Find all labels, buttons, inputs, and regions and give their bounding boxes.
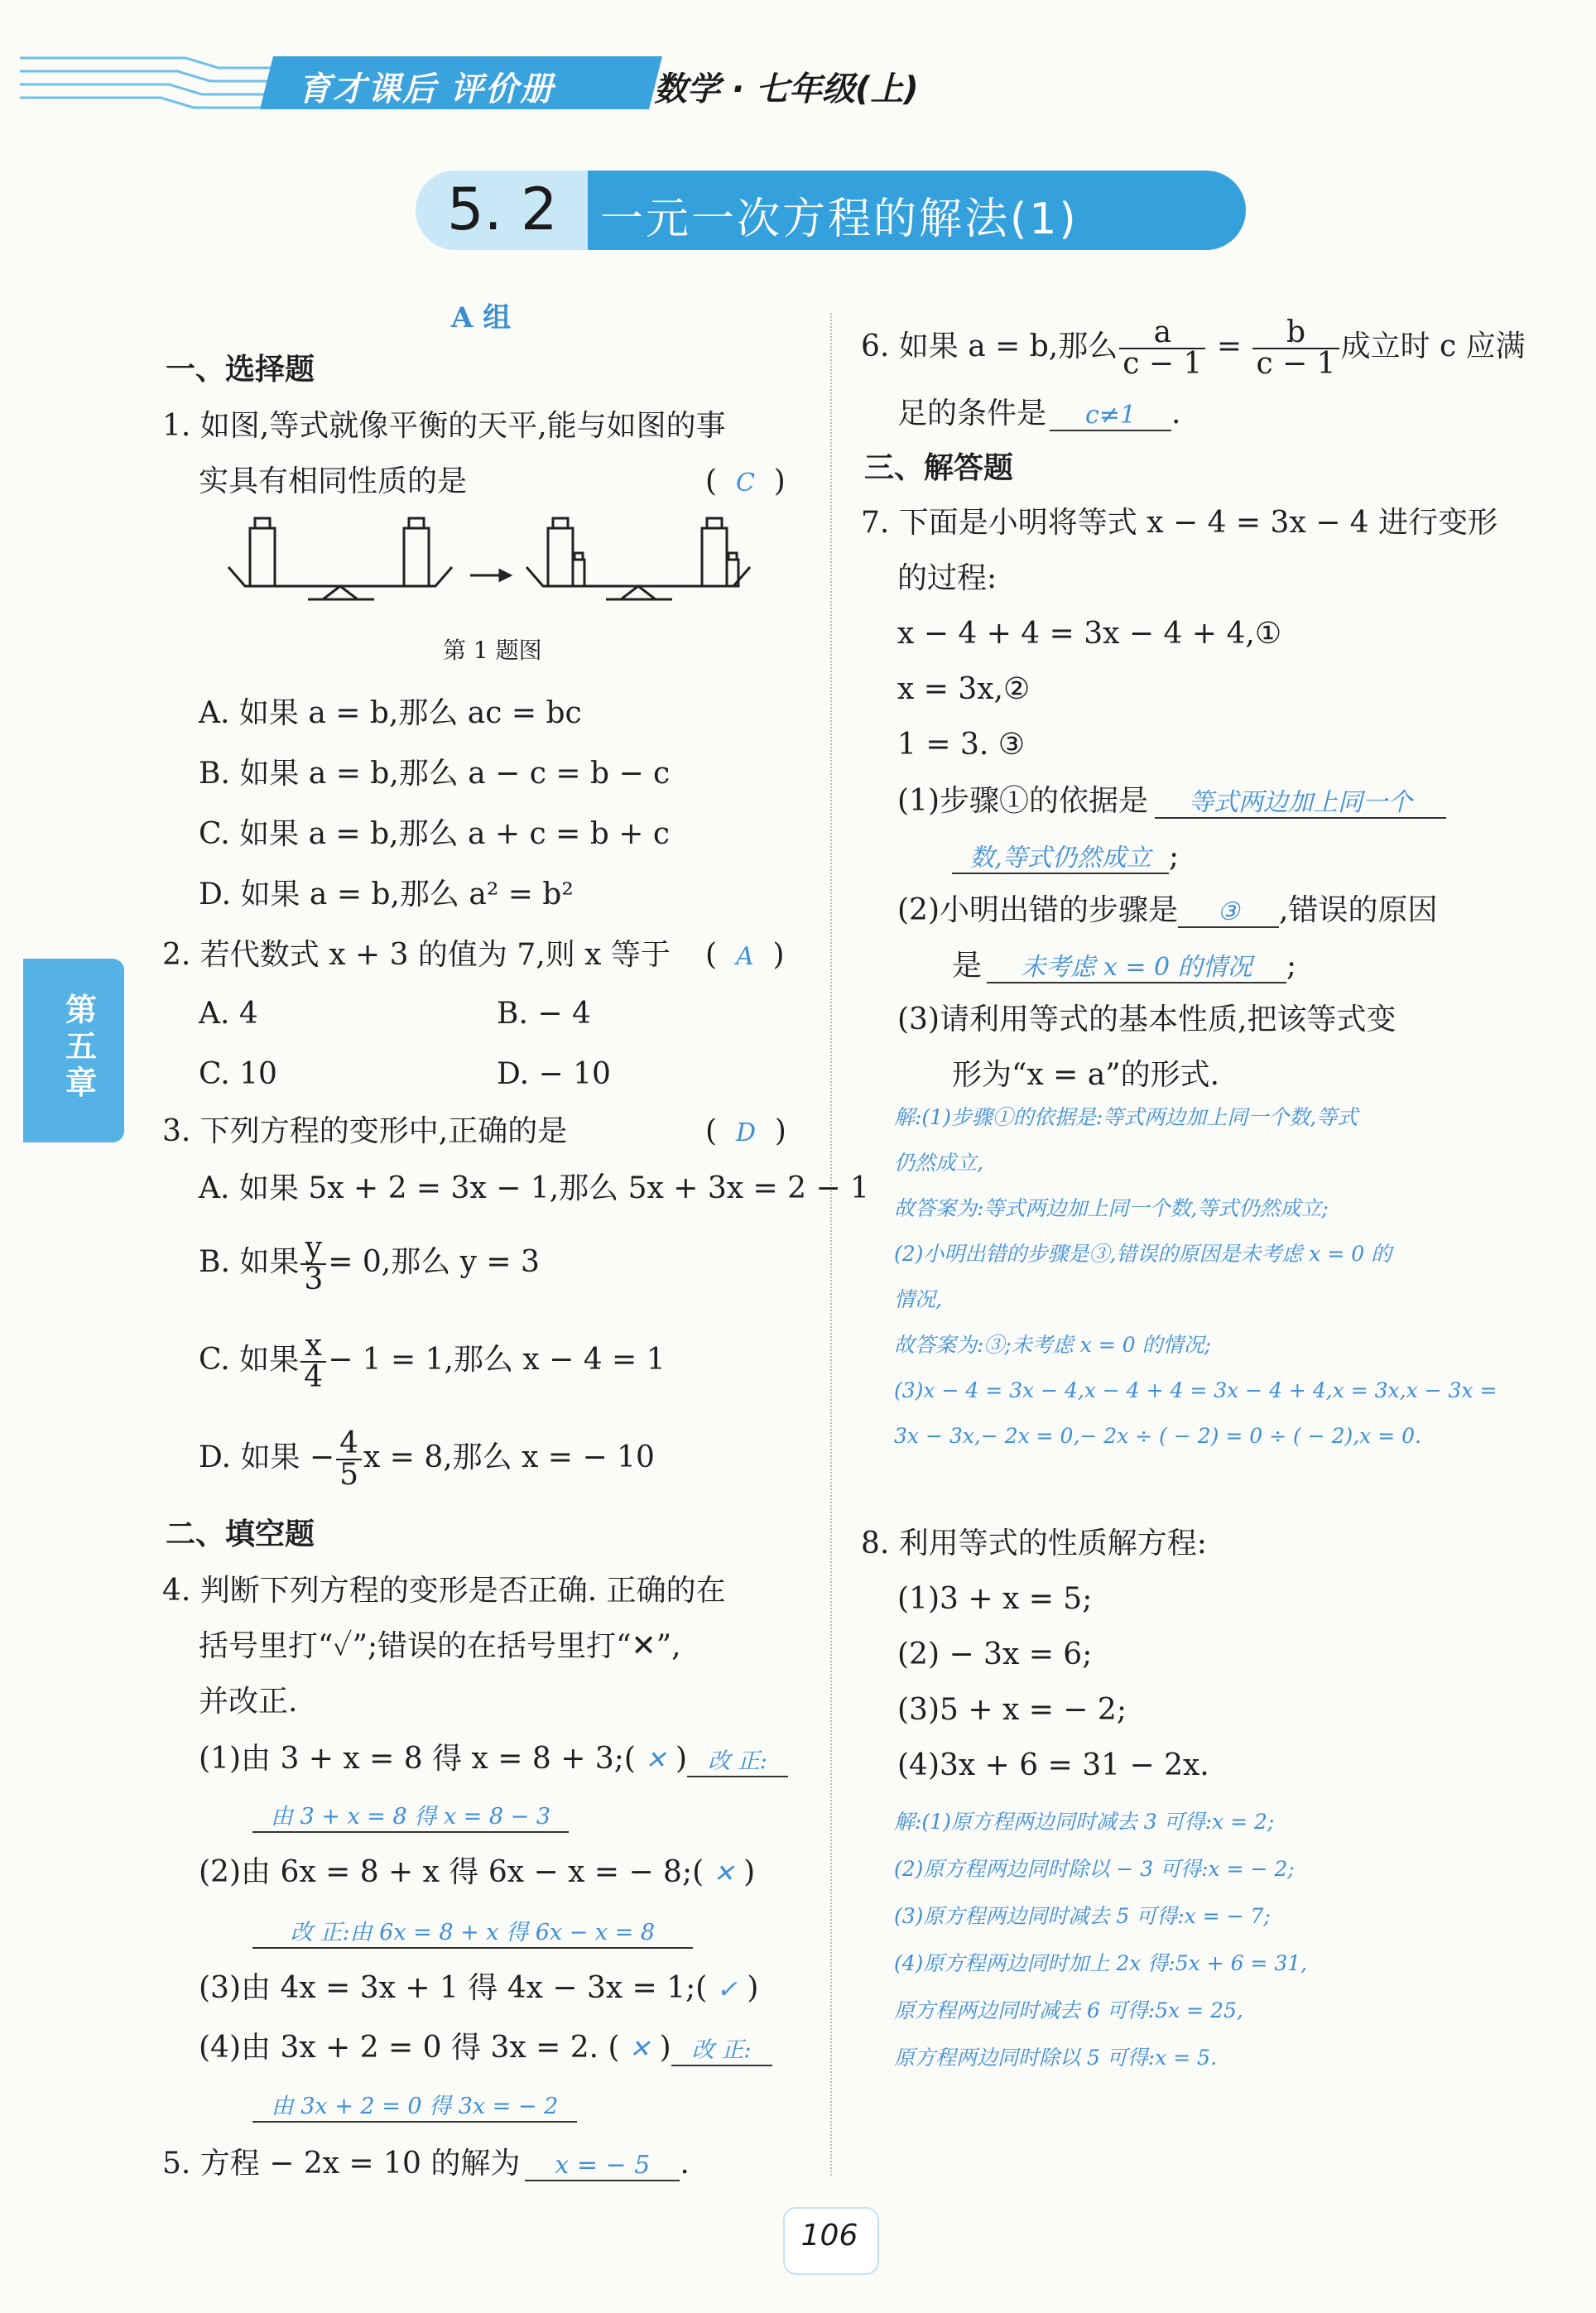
column-divider <box>830 313 832 2176</box>
q3-stem: 3. 下列方程的变形中,正确的是 <box>162 1114 568 1148</box>
chapter-label: 第五章 <box>65 992 97 1101</box>
q4-item1-text: (1)由 3 + x = 8 得 x = 8 + 3;( <box>199 1742 636 1776</box>
q3-d-denominator: 5 <box>339 1458 358 1492</box>
q3-b-fraction <box>300 1233 326 1295</box>
q4-item1-mark: ✕ <box>645 1746 666 1775</box>
q4-item3-text: (3)由 4x = 3x + 1 得 4x − 3x = 1;( <box>199 1971 708 2005</box>
q7-part2-answer2: 未考虑 x = 0 的情况 <box>987 954 1286 983</box>
q8-solution-line: 原方程两边同时减去 6 可得:5x = 25, <box>894 1998 1243 2022</box>
q7-solution-line: (3)x − 4 = 3x − 4,x − 4 + 4 = 3x − 4 + 4,x = 3x,x − 3x = <box>894 1378 1497 1402</box>
q8-eq2: (2) − 3x = 6; <box>897 1637 1093 1671</box>
q7-part2-text: (2)小明出错的步骤是 <box>897 893 1178 927</box>
q6-fraction-left <box>1119 315 1205 381</box>
q7-part1-answer-a: 等式两边加上同一个 <box>1155 789 1446 819</box>
q7-step2: x = 3x,② <box>897 672 1031 706</box>
q3-d-prefix: D. 如果 − <box>199 1440 335 1474</box>
q7-solution-line: 故答案为:③;未考虑 x = 0 的情况; <box>894 1333 1212 1357</box>
q4-item2-fix-line <box>252 1912 693 1949</box>
q7-part3-line2: 形为“x = a”的形式. <box>952 1058 1220 1092</box>
q6-num-right: b <box>1252 318 1339 349</box>
section-title: 一元一次方程的解法(1) <box>600 195 1079 244</box>
q4-item2-text: (2)由 6x = 8 + x 得 6x − x = − 8;( <box>199 1855 704 1889</box>
q4-item4-fix-b: 由 3x + 2 = 0 得 3x = − 2 <box>252 2093 577 2123</box>
q3-c-fraction <box>300 1331 326 1392</box>
q5-answer: x = − 5 <box>525 2152 680 2181</box>
q4-item1-fix-b: 由 3 + x = 8 得 x = 8 − 3 <box>252 1803 569 1833</box>
q2-stem: 2. 若代数式 x + 3 的值为 7,则 x 等于 <box>162 938 671 972</box>
q4-item1-fix-a: 改 正: <box>687 1748 788 1777</box>
header-decor-lines <box>20 50 293 116</box>
q7-part3-line1: (3)请利用等式的基本性质,把该等式变 <box>897 1003 1396 1036</box>
q8-stem: 8. 利用等式的性质解方程: <box>861 1527 1207 1560</box>
q4-stem-line1: 4. 判断下列方程的变形是否正确. 正确的在 <box>162 1574 726 1608</box>
q6-suffix: 成立时 c 应满 <box>1340 329 1526 363</box>
subject-title: 数学 · 七年级(上) <box>654 70 919 108</box>
q6-den-right: c − 1 <box>1256 347 1336 381</box>
q4-item2: (2)由 6x = 8 + x 得 6x − x = − 8;( ✕ ) <box>199 1855 756 1889</box>
q3-option-b <box>199 1233 540 1295</box>
q7-solution-line: 解:(1)步骤①的依据是:等式两边加上同一个数,等式 <box>894 1105 1358 1129</box>
q7-part2-mid: ,错误的原因 <box>1279 893 1438 927</box>
q2-option-c: C. 10 <box>199 1057 277 1091</box>
q6-fraction-right <box>1252 315 1339 381</box>
q7-part1-line2: 数,等式仍然成立 ; <box>952 839 1179 875</box>
q3-d-fraction <box>336 1426 362 1492</box>
part2-heading: 二、填空题 <box>166 1517 315 1551</box>
q4-item1-fix-line <box>252 1796 569 1833</box>
q3-b-denominator: 3 <box>304 1262 324 1296</box>
q7-part2 <box>897 892 1437 929</box>
q3-option-c <box>199 1331 666 1392</box>
q3-option-d <box>199 1426 655 1492</box>
book-title: 育才课后 评价册 <box>298 70 555 108</box>
q4-item3-mark: ✓ <box>716 1975 738 2004</box>
q4-item2-mark: ✕ <box>713 1859 734 1888</box>
q3-b-suffix: = 0,那么 y = 3 <box>328 1245 540 1279</box>
q4-item4-mark: ✕ <box>629 2035 651 2064</box>
q3-d-numerator: 4 <box>336 1429 362 1460</box>
q2-option-a: A. 4 <box>199 997 258 1031</box>
q3-answer-bracket: ( D ) <box>705 1114 786 1148</box>
q7-part2-answer: ③ <box>1178 898 1279 928</box>
q8-solution-line: 解:(1)原方程两边同时减去 3 可得:x = 2; <box>894 1810 1275 1834</box>
q1-option-b: B. 如果 a = b,那么 a − c = b − c <box>199 757 671 791</box>
q3-c-denominator: 4 <box>304 1360 324 1394</box>
q3-c-numerator: x <box>300 1331 326 1363</box>
q7-solution-line: 故答案为:等式两边加上同一个数,等式仍然成立; <box>894 1196 1329 1220</box>
group-label: A 组 <box>451 301 512 334</box>
q4-item1: (1)由 3 + x = 8 得 x = 8 + 3;( ✕ ) 改 正: <box>199 1741 788 1779</box>
q1-stem-line1: 1. 如图,等式就像平衡的天平,能与如图的事 <box>162 409 726 443</box>
q7-stem-line1: 7. 下面是小明将等式 x − 4 = 3x − 4 进行变形 <box>861 506 1498 540</box>
q3-b-prefix: B. 如果 <box>199 1245 300 1279</box>
q7-step3: 1 = 3. ③ <box>897 728 1026 762</box>
q2-option-b: B. − 4 <box>497 997 591 1031</box>
q5: 5. 方程 − 2x = 10 的解为 x = − 5 . <box>162 2147 690 2181</box>
q1-figure-caption: 第 1 题图 <box>443 637 542 664</box>
q2-answer-bracket: ( A ) <box>705 938 785 972</box>
q7-solution-line: 情况, <box>894 1287 942 1311</box>
q2-answer: A <box>735 942 754 971</box>
q6-answer: c≠1 <box>1050 402 1171 431</box>
q8-eq4: (4)3x + 6 = 31 − 2x. <box>897 1748 1209 1782</box>
q5-stem: 5. 方程 − 2x = 10 的解为 <box>162 2147 521 2181</box>
q6-line1 <box>861 315 1526 381</box>
q7-part1 <box>897 783 1446 820</box>
q4-item2-fix: 改 正:由 6x = 8 + x 得 6x − x = 8 <box>252 1919 693 1949</box>
q4-item4-fix-a: 改 正: <box>671 2036 772 2066</box>
q1-option-c: C. 如果 a = b,那么 a + c = b + c <box>199 817 671 851</box>
q7-solution-line: 仍然成立, <box>894 1151 983 1175</box>
q4-item4-text: (4)由 3x + 2 = 0 得 3x = 2. ( <box>199 2031 620 2065</box>
q8-solution-line: (4)原方程两边同时加上 2x 得:5x + 6 = 31, <box>894 1951 1308 1975</box>
part3-heading: 三、解答题 <box>864 451 1014 485</box>
q7-part2-line2: 是 未考虑 x = 0 的情况 ; <box>952 949 1297 983</box>
page-number: 106 <box>800 2219 858 2253</box>
q8-solution-line: (2)原方程两边同时除以 − 3 可得:x = − 2; <box>894 1857 1295 1881</box>
balance-scale-figure <box>222 513 785 613</box>
q7-solution-line: 3x − 3x,− 2x = 0,− 2x ÷ ( − 2) = 0 ÷ ( − 2),x = 0. <box>894 1424 1421 1448</box>
q3-d-suffix: x = 8,那么 x = − 10 <box>363 1440 655 1474</box>
q7-stem-line2: 的过程: <box>897 561 997 595</box>
q3-option-a: A. 如果 5x + 2 = 3x − 1,那么 5x + 3x = 2 − 1 <box>199 1171 869 1205</box>
q1-stem-line2: 实具有相同性质的是 <box>199 464 468 498</box>
q6-line2-text: 足的条件是 <box>897 397 1047 430</box>
q3-b-numerator: y <box>300 1233 326 1265</box>
q7-part2-pre: 是 <box>952 949 983 983</box>
q3-answer: D <box>735 1118 756 1147</box>
q4-item3: (3)由 4x = 3x + 1 得 4x − 3x = 1;( ✓ ) <box>199 1971 759 2005</box>
q8-eq1: (1)3 + x = 5; <box>897 1582 1093 1616</box>
q6-den-left: c − 1 <box>1122 347 1203 381</box>
q8-eq3: (3)5 + x = − 2; <box>897 1693 1127 1727</box>
part1-heading: 一、选择题 <box>166 353 315 387</box>
q7-solution-line: (2)小明出错的步骤是③,错误的原因是未考虑 x = 0 的 <box>894 1242 1392 1266</box>
q4-stem-line2: 括号里打“✓”;错误的在括号里打“✕”, <box>199 1629 681 1663</box>
q6-equals: = <box>1216 329 1242 363</box>
q3-c-suffix: − 1 = 1,那么 x − 4 = 1 <box>328 1343 666 1377</box>
q7-part1-text: (1)步骤①的依据是 <box>897 784 1148 818</box>
q6-prefix: 6. 如果 a = b,那么 <box>861 329 1118 363</box>
q2-option-d: D. − 10 <box>497 1057 611 1091</box>
q1-answer-bracket: ( C ) <box>705 464 786 498</box>
q4-item4-fix-line <box>252 2086 577 2123</box>
q3-c-prefix: C. 如果 <box>199 1343 300 1377</box>
q8-solution-line: 原方程两边同时除以 5 可得:x = 5. <box>894 2046 1218 2070</box>
q7-step1: x − 4 + 4 = 3x − 4 + 4,① <box>897 617 1282 651</box>
q1-answer: C <box>735 469 755 498</box>
q4-item4: (4)由 3x + 2 = 0 得 3x = 2. ( ✕ ) 改 正: <box>199 2030 772 2068</box>
q7-part1-answer-b: 数,等式仍然成立 <box>952 844 1169 874</box>
section-number: 5. 2 <box>447 176 558 243</box>
q4-stem-line3: 并改正. <box>199 1685 298 1719</box>
q1-option-d: D. 如果 a = b,那么 a² = b² <box>199 878 574 911</box>
q6-num-left: a <box>1119 318 1205 349</box>
q6-line2: 足的条件是 c≠1 . <box>897 397 1181 430</box>
q8-solution-line: (3)原方程两边同时减去 5 可得:x = − 7; <box>894 1904 1271 1928</box>
q1-option-a: A. 如果 a = b,那么 ac = bc <box>199 696 582 730</box>
